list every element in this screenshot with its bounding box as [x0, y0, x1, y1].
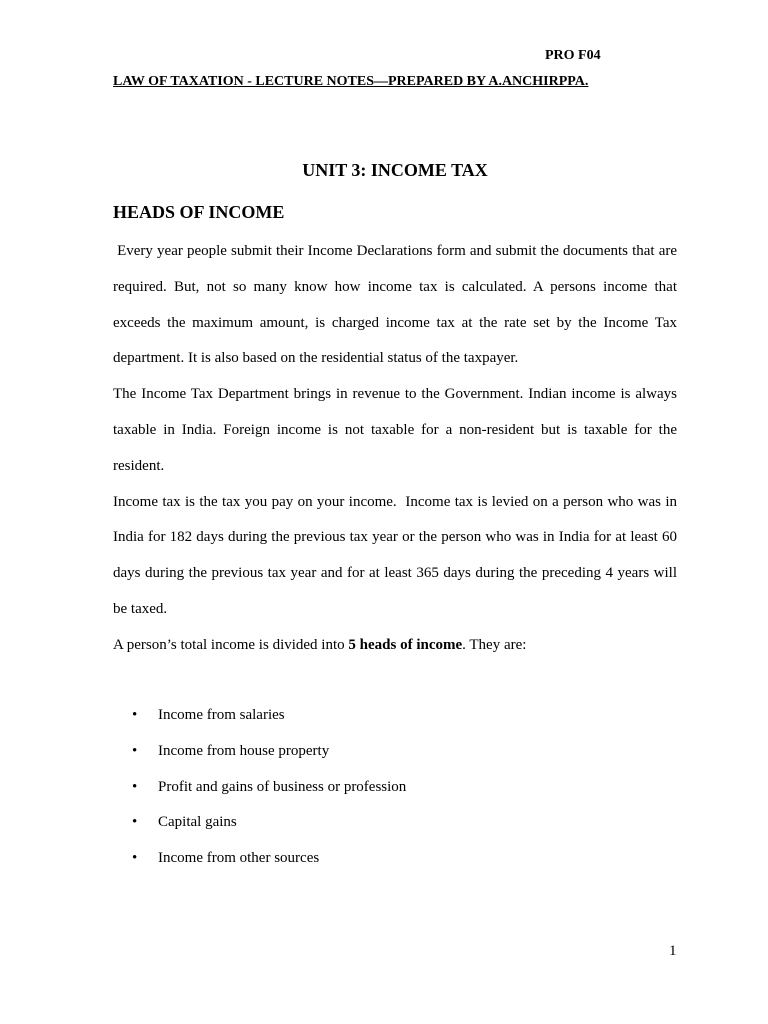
- heads-of-income-list: [113, 698, 673, 877]
- list-item: [113, 698, 673, 734]
- lecture-header: LAW OF TAXATION - LECTURE NOTES—PREPARED BY A.ANCHIRPPA.: [113, 74, 589, 89]
- intro-bold: 5 heads of income: [348, 636, 463, 653]
- list-item-text: Income from house property: [158, 742, 330, 759]
- list-item-text: Income from other sources: [158, 850, 320, 867]
- section-heading: HEADS OF INCOME: [113, 202, 285, 222]
- bullet-icon: •: [132, 778, 138, 795]
- body-text: [113, 234, 681, 664]
- bullet-icon: •: [132, 814, 138, 831]
- intro-paragraph: [113, 628, 677, 664]
- course-code: PRO F04: [545, 48, 601, 63]
- bullet-icon: •: [132, 742, 138, 759]
- list-item-text: Profit and gains of business or profession: [158, 778, 407, 795]
- intro-before: A person’s total income is divided into: [113, 636, 349, 653]
- paragraph-2: The Income Tax Department brings in revenue to the Government. Indian income is always taxable in India. Foreign income is not taxable for a non-resident but is taxable for the resident.: [113, 386, 677, 474]
- unit-title: UNIT 3: INCOME TAX: [302, 160, 488, 180]
- list-item: [113, 805, 673, 841]
- bullet-icon: •: [132, 707, 138, 723]
- list-item: [113, 770, 673, 806]
- list-item-text: Capital gains: [158, 814, 237, 831]
- bullet-icon: •: [132, 850, 138, 867]
- intro-after: . They are:: [462, 636, 527, 653]
- page-number: 1: [669, 943, 677, 959]
- paragraph-3: Income tax is the tax you pay on your income. Income tax is levied on a person who was in India for 182 days during the previous tax year or the person who was in India for at least 60 days during the previous tax year and for at least 365 days during the preceding 4 years will be taxed.: [113, 493, 681, 617]
- list-item: [113, 734, 673, 770]
- paragraph-1: Every year people submit their Income Declarations form and submit the documents that are required. But, not so many know how income tax is calculated. A persons income that exceeds the maximum amount, is charged income tax at the rate set by the Income Tax department. It is also based on the residential status of the taxpayer.: [113, 243, 681, 367]
- list-item: [113, 841, 673, 877]
- list-item-text: Income from salaries: [158, 707, 285, 723]
